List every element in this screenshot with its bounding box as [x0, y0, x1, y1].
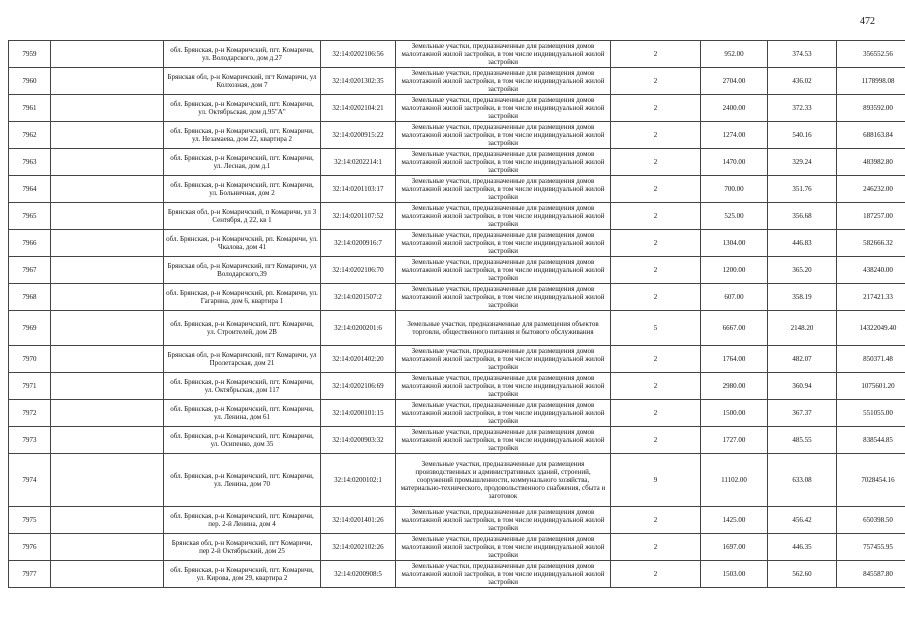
table-row: [9, 122, 905, 149]
group-cell: 9: [611, 454, 701, 507]
blank-cell: [51, 149, 164, 176]
blank-cell: [51, 311, 164, 346]
group-cell: 2: [611, 68, 701, 95]
land-use-cell: Земельные участки, предназначенные для размещения домов малоэтажной жилой застройки, в том числе индивидуальной жилой застройки: [396, 427, 611, 454]
land-use-cell: Земельные участки, предназначенные для размещения домов малоэтажной жилой застройки, в том числе индивидуальной жилой застройки: [396, 41, 611, 68]
cadastral-value-cell: 845587.80: [837, 561, 905, 588]
cadastral-number-cell: 32:14:0200102:1: [321, 454, 396, 507]
area-cell: 2704.00: [701, 68, 768, 95]
address-cell: обл. Брянская, р-н Комаричский, пгт. Комаричи, ул. Незамаева, дом 22, квартира 2: [164, 122, 321, 149]
cadastral-number-cell: 32:14:0202102:26: [321, 534, 396, 561]
land-use-cell: Земельные участки, предназначенные для размещения домов малоэтажной жилой застройки, в том числе индивидуальной жилой застройки: [396, 95, 611, 122]
group-cell: 2: [611, 561, 701, 588]
row-number-cell: 7965: [9, 203, 51, 230]
table-row: [9, 257, 905, 284]
area-cell: 6667.00: [701, 311, 768, 346]
address-cell: обл. Брянская, р-н Комаричский, пгт. Комаричи, ул. Ленина, дом 70: [164, 454, 321, 507]
blank-cell: [51, 176, 164, 203]
cadastral-value-cell: 893592.00: [837, 95, 905, 122]
address-cell: обл. Брянская, р-н Комаричский, пгт. Комаричи, ул. Кирова, дом 29, квартира 2: [164, 561, 321, 588]
row-number-cell: 7959: [9, 41, 51, 68]
land-use-cell: Земельные участки, предназначенные для размещения домов малоэтажной жилой застройки, в том числе индивидуальной жилой застройки: [396, 122, 611, 149]
cadastral-value-cell: 757455.95: [837, 534, 905, 561]
row-number-cell: 7964: [9, 176, 51, 203]
cadastral-value-table: [8, 40, 905, 588]
table-row: [9, 230, 905, 257]
address-cell: обл. Брянская, р-н Комаричский, пгт. Комаричи, ул. Осипенко, дом 35: [164, 427, 321, 454]
cadastral-number-cell: 32:14:0201103:17: [321, 176, 396, 203]
cadastral-number-cell: 32:14:0201107:52: [321, 203, 396, 230]
blank-cell: [51, 203, 164, 230]
blank-cell: [51, 534, 164, 561]
land-use-cell: Земельные участки, предназначенные для размещения домов малоэтажной жилой застройки, в том числе индивидуальной жилой застройки: [396, 373, 611, 400]
blank-cell: [51, 122, 164, 149]
area-cell: 11102.00: [701, 454, 768, 507]
specific-value-cell: 2148.20: [768, 311, 837, 346]
cadastral-value-cell: 551055.00: [837, 400, 905, 427]
specific-value-cell: 351.76: [768, 176, 837, 203]
row-number-cell: 7967: [9, 257, 51, 284]
address-cell: обл. Брянская, р-н Комаричский, пгт. Комаричи, ул. Больничная, дом 2: [164, 176, 321, 203]
table-row: [9, 176, 905, 203]
specific-value-cell: 358.19: [768, 284, 837, 311]
address-cell: Брянская обл, р-н Комаричский, п Комаричи, ул 3 Сентября, д 22, кв 1: [164, 203, 321, 230]
cadastral-value-cell: 1178998.08: [837, 68, 905, 95]
area-cell: 607.00: [701, 284, 768, 311]
row-number-cell: 7976: [9, 534, 51, 561]
specific-value-cell: 485.55: [768, 427, 837, 454]
land-use-cell: Земельные участки, предназначенные для размещения домов малоэтажной жилой застройки, в том числе индивидуальной жилой застройки: [396, 230, 611, 257]
cadastral-value-cell: 7028454.16: [837, 454, 905, 507]
blank-cell: [51, 257, 164, 284]
row-number-cell: 7971: [9, 373, 51, 400]
address-cell: обл. Брянская, р-н Комаричский, рп. Комаричи, ул. Гагарина, дом 6, квартира 1: [164, 284, 321, 311]
cadastral-value-cell: 850371.48: [837, 346, 905, 373]
specific-value-cell: 374.53: [768, 41, 837, 68]
cadastral-number-cell: 32:14:0200201:6: [321, 311, 396, 346]
cadastral-value-cell: 217421.33: [837, 284, 905, 311]
land-use-cell: Земельные участки, предназначенные для размещения домов малоэтажной жилой застройки, в том числе индивидуальной жилой застройки: [396, 346, 611, 373]
address-cell: обл. Брянская, р-н Комаричский, пгт. Комаричи, ул. Октябрьская, дом д.95"А": [164, 95, 321, 122]
group-cell: 2: [611, 346, 701, 373]
area-cell: 1274.00: [701, 122, 768, 149]
land-use-cell: Земельные участки, предназначенные для размещения домов малоэтажной жилой застройки, в том числе индивидуальной жилой застройки: [396, 203, 611, 230]
table-row: [9, 400, 905, 427]
table-row: [9, 41, 905, 68]
specific-value-cell: 633.08: [768, 454, 837, 507]
address-cell: Брянская обл, р-н Комаричский, пгт Комаричи, пер 2-й Октябрьский, дом 25: [164, 534, 321, 561]
row-number-cell: 7966: [9, 230, 51, 257]
land-use-cell: Земельные участки, предназначенные для размещения объектов торговли, общественного питания и бытового обслуживания: [396, 311, 611, 346]
cadastral-number-cell: 32:14:0200915:22: [321, 122, 396, 149]
address-cell: обл. Брянская, р-н Комаричский, пгт. Комаричи, ул. Володарского, дом д.27: [164, 41, 321, 68]
group-cell: 5: [611, 311, 701, 346]
cadastral-number-cell: 32:14:0200916:7: [321, 230, 396, 257]
group-cell: 2: [611, 400, 701, 427]
cadastral-value-cell: 356552.56: [837, 41, 905, 68]
land-use-cell: Земельные участки, предназначенные для размещения домов малоэтажной жилой застройки, в том числе индивидуальной жилой застройки: [396, 561, 611, 588]
blank-cell: [51, 373, 164, 400]
address-cell: обл. Брянская, р-н Комаричский, пгт. Комаричи, ул. Строителей, дом 2В: [164, 311, 321, 346]
blank-cell: [51, 41, 164, 68]
area-cell: 1500.00: [701, 400, 768, 427]
area-cell: 1764.00: [701, 346, 768, 373]
group-cell: 2: [611, 176, 701, 203]
specific-value-cell: 456.42: [768, 507, 837, 534]
land-use-cell: Земельные участки, предназначенные для размещения домов малоэтажной жилой застройки, в том числе индивидуальной жилой застройки: [396, 534, 611, 561]
specific-value-cell: 482.07: [768, 346, 837, 373]
table-row: [9, 68, 905, 95]
table-row: [9, 311, 905, 346]
address-cell: обл. Брянская, р-н Комаричский, пгт. Комаричи, ул. Лесная, дом д.1: [164, 149, 321, 176]
row-number-cell: 7974: [9, 454, 51, 507]
specific-value-cell: 446.35: [768, 534, 837, 561]
cadastral-value-cell: 650398.50: [837, 507, 905, 534]
cadastral-number-cell: 32:14:0201401:26: [321, 507, 396, 534]
land-use-cell: Земельные участки, предназначенные для размещения домов малоэтажной жилой застройки, в том числе индивидуальной жилой застройки: [396, 257, 611, 284]
group-cell: 2: [611, 230, 701, 257]
cadastral-value-cell: 14322049.40: [837, 311, 905, 346]
cadastral-number-cell: 32:14:0200908:5: [321, 561, 396, 588]
area-cell: 1697.00: [701, 534, 768, 561]
row-number-cell: 7977: [9, 561, 51, 588]
area-cell: 2400.00: [701, 95, 768, 122]
group-cell: 2: [611, 95, 701, 122]
blank-cell: [51, 454, 164, 507]
table-row: [9, 454, 905, 507]
area-cell: 525.00: [701, 203, 768, 230]
specific-value-cell: 360.94: [768, 373, 837, 400]
cadastral-number-cell: 32:14:0202106:56: [321, 41, 396, 68]
blank-cell: [51, 507, 164, 534]
cadastral-number-cell: 32:14:0201302:35: [321, 68, 396, 95]
address-cell: Брянская обл, р-н Комаричский, пгт Комаричи, ул Колхозная, дом 7: [164, 68, 321, 95]
group-cell: 2: [611, 373, 701, 400]
address-cell: Брянская обл, р-н Комаричский, пгт Комаричи, ул Володарского,39: [164, 257, 321, 284]
address-cell: обл. Брянская, р-н Комаричский, пгт. Комаричи, пер. 2-й Ленина, дом 4: [164, 507, 321, 534]
table-row: [9, 284, 905, 311]
specific-value-cell: 329.24: [768, 149, 837, 176]
specific-value-cell: 367.37: [768, 400, 837, 427]
area-cell: 700.00: [701, 176, 768, 203]
area-cell: 1425.00: [701, 507, 768, 534]
area-cell: 952.00: [701, 41, 768, 68]
blank-cell: [51, 427, 164, 454]
cadastral-value-cell: 483982.80: [837, 149, 905, 176]
blank-cell: [51, 230, 164, 257]
land-use-cell: Земельные участки, предназначенные для размещения домов малоэтажной жилой застройки, в том числе индивидуальной жилой застройки: [396, 284, 611, 311]
address-cell: обл. Брянская, р-н Комаричский, рп. Комаричи, ул. Чкалова, дом 41: [164, 230, 321, 257]
cadastral-number-cell: 32:14:0200101:15: [321, 400, 396, 427]
group-cell: 2: [611, 507, 701, 534]
row-number-cell: 7972: [9, 400, 51, 427]
blank-cell: [51, 561, 164, 588]
blank-cell: [51, 346, 164, 373]
blank-cell: [51, 284, 164, 311]
table-row: [9, 149, 905, 176]
area-cell: 1200.00: [701, 257, 768, 284]
area-cell: 2980.00: [701, 373, 768, 400]
specific-value-cell: 436.02: [768, 68, 837, 95]
row-number-cell: 7969: [9, 311, 51, 346]
table-row: [9, 346, 905, 373]
specific-value-cell: 365.20: [768, 257, 837, 284]
table-row: [9, 507, 905, 534]
table-row: [9, 534, 905, 561]
cadastral-number-cell: 32:14:0200903:32: [321, 427, 396, 454]
cadastral-value-cell: 582666.32: [837, 230, 905, 257]
row-number-cell: 7962: [9, 122, 51, 149]
specific-value-cell: 446.83: [768, 230, 837, 257]
cadastral-number-cell: 32:14:0202104:21: [321, 95, 396, 122]
address-cell: Брянская обл, р-н Комаричский, пгт Комаричи, ул Пролетарская, дом 21: [164, 346, 321, 373]
group-cell: 2: [611, 41, 701, 68]
group-cell: 2: [611, 257, 701, 284]
land-use-cell: Земельные участки, предназначенные для размещения домов малоэтажной жилой застройки, в том числе индивидуальной жилой застройки: [396, 400, 611, 427]
blank-cell: [51, 400, 164, 427]
address-cell: обл. Брянская, р-н Комаричский, пгт. Комаричи, ул. Ленина, дом 61: [164, 400, 321, 427]
group-cell: 2: [611, 149, 701, 176]
land-use-cell: Земельные участки, предназначенные для размещения домов малоэтажной жилой застройки, в том числе индивидуальной жилой застройки: [396, 149, 611, 176]
blank-cell: [51, 95, 164, 122]
row-number-cell: 7960: [9, 68, 51, 95]
table-row: [9, 95, 905, 122]
area-cell: 1470.00: [701, 149, 768, 176]
cadastral-number-cell: 32:14:0202106:69: [321, 373, 396, 400]
group-cell: 2: [611, 122, 701, 149]
area-cell: 1503.00: [701, 561, 768, 588]
cadastral-value-cell: 1075601.20: [837, 373, 905, 400]
group-cell: 2: [611, 203, 701, 230]
specific-value-cell: 356.68: [768, 203, 837, 230]
table-row: [9, 561, 905, 588]
cadastral-value-cell: 246232.00: [837, 176, 905, 203]
table-body: [9, 41, 905, 588]
area-cell: 1727.00: [701, 427, 768, 454]
row-number-cell: 7963: [9, 149, 51, 176]
specific-value-cell: 372.33: [768, 95, 837, 122]
address-cell: обл. Брянская, р-н Комаричский, пгт. Комаричи, ул. Октябрьская, дом 117: [164, 373, 321, 400]
row-number-cell: 7968: [9, 284, 51, 311]
land-use-cell: Земельные участки, предназначенные для размещения производственных и административных зданий, строений, сооружений промышленности, коммунального хозяйства, материально-технического, продовольственного снабжения, сбыта и заготовок: [396, 454, 611, 507]
cadastral-value-cell: 838544.85: [837, 427, 905, 454]
row-number-cell: 7973: [9, 427, 51, 454]
area-cell: 1304.00: [701, 230, 768, 257]
group-cell: 2: [611, 427, 701, 454]
table-row: [9, 373, 905, 400]
land-use-cell: Земельные участки, предназначенные для размещения домов малоэтажной жилой застройки, в том числе индивидуальной жилой застройки: [396, 176, 611, 203]
cadastral-number-cell: 32:14:0202106:70: [321, 257, 396, 284]
table-row: [9, 427, 905, 454]
row-number-cell: 7961: [9, 95, 51, 122]
table-row: [9, 203, 905, 230]
row-number-cell: 7975: [9, 507, 51, 534]
row-number-cell: 7970: [9, 346, 51, 373]
cadastral-value-cell: 438240.00: [837, 257, 905, 284]
cadastral-number-cell: 32:14:0201402:20: [321, 346, 396, 373]
page-number: 472: [860, 16, 875, 27]
specific-value-cell: 540.16: [768, 122, 837, 149]
specific-value-cell: 562.60: [768, 561, 837, 588]
land-use-cell: Земельные участки, предназначенные для размещения домов малоэтажной жилой застройки, в том числе индивидуальной жилой застройки: [396, 507, 611, 534]
group-cell: 2: [611, 534, 701, 561]
group-cell: 2: [611, 284, 701, 311]
blank-cell: [51, 68, 164, 95]
cadastral-number-cell: 32:14:0201507:2: [321, 284, 396, 311]
cadastral-value-cell: 187257.00: [837, 203, 905, 230]
cadastral-value-cell: 688163.84: [837, 122, 905, 149]
land-use-cell: Земельные участки, предназначенные для размещения домов малоэтажной жилой застройки, в том числе индивидуальной жилой застройки: [396, 68, 611, 95]
cadastral-number-cell: 32:14:0202214:1: [321, 149, 396, 176]
